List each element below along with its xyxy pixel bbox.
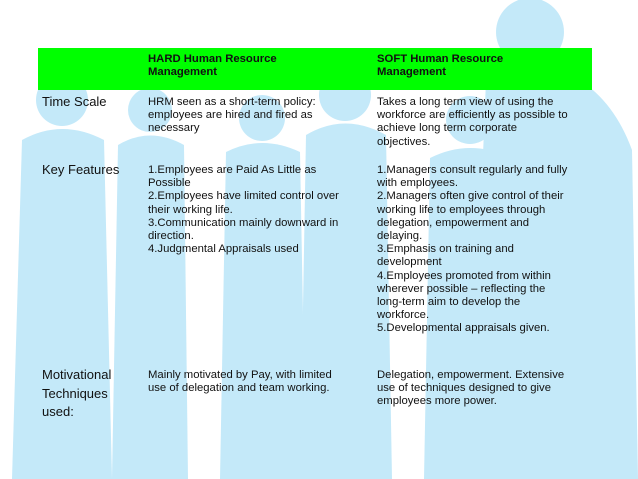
- hard-motivational-cell: Mainly motivated by Pay, with limited use of delegation and team working.: [148, 369, 332, 395]
- row-label-key-features: Key Features: [42, 162, 120, 177]
- soft-key-features-cell: 1.Managers consult regularly and fully with employees. 2.Managers often give control of their working life to employees through delegation, empowerment and delaying. 3.Emphasis on training and development 4.Employees promoted from within wherever possible – reflecting the long-term aim to develop the workforce. 5.Developmental appraisals given.: [377, 164, 568, 335]
- soft-hrm-header: SOFT Human Resource Management: [377, 53, 504, 79]
- hard-time-scale-cell: HRM seen as a short-term policy: employees are hired and fired as necessary: [148, 96, 316, 135]
- hard-key-features-cell: 1.Employees are Paid As Little as Possible 2.Employees have limited control over their working life. 3.Communication mainly downward in direction. 4.Judgmental Appraisals used: [148, 164, 339, 256]
- table-header-band: [38, 48, 592, 90]
- soft-time-scale-cell: Takes a long term view of using the workforce are efficiently as possible to achieve long term corporate objectives.: [377, 96, 568, 148]
- hard-hrm-header: HARD Human Resource Management: [148, 53, 277, 79]
- row-label-motivational-techniques: Motivational Techniques used:: [42, 367, 112, 420]
- soft-motivational-cell: Delegation, empowerment. Extensive use of techniques designed to give employees more power.: [377, 369, 565, 408]
- row-label-time-scale: Time Scale: [42, 94, 107, 109]
